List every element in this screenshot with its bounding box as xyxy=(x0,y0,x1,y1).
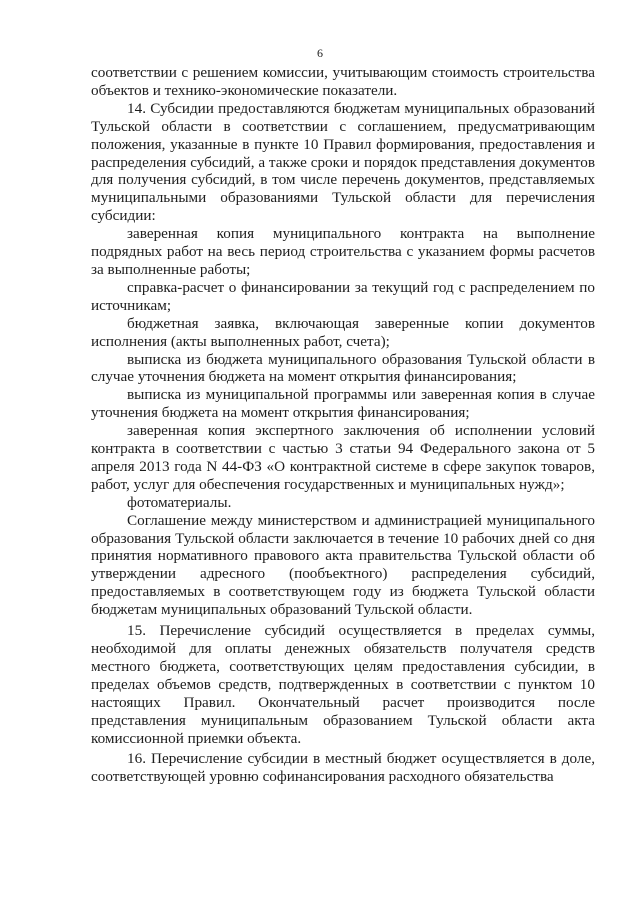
page-number: 6 xyxy=(317,46,323,60)
document-body xyxy=(91,64,595,786)
list-item-budget-request: бюджетная заявка, включающая заверенные копии документов исполнения (акты выполненных работ, счета); xyxy=(91,314,595,350)
paragraph-continuation: соответствии с решением комиссии, учитывающим стоимость строительства объектов и технико-экономические показатели. xyxy=(91,64,595,99)
paragraph-item-14: 14. Субсидии предоставляются бюджетам муниципальных образований Тульской области в соответствии с соглашением, предусматривающим положения, указанные в пункте 10 Правил формирования, предоставления и распределения субсидий, а также сроки и порядок представления документов для получения субсидий, в том числе перечень документов, представляемых муниципальными образованиями Тульской области для перечисления субсидии: xyxy=(91,99,595,225)
list-item-expert-conclusion: заверенная копия экспертного заключения об исполнении условий контракта в соответствии с частью 3 статьи 94 Федерального закона от 5 апреля 2013 года N 44-ФЗ «О контрактной системе в сфере закупок товаров, работ, услуг для обеспечения государственных и муниципальных нужд»; xyxy=(91,422,595,493)
list-item-photos: фотоматериалы. xyxy=(127,493,232,511)
paragraph-item-15: 15. Перечисление субсидий осуществляется в пределах суммы, необходимой для оплаты денежных обязательств получателя средств местного бюджета, соответствующих целям предоставления субсидии, в пределах объемов средств, подтвержденных в соответствии с пунктом 10 настоящих Правил. Окончательный расчет производится после представления муниципальным образованием Тульской области акта комиссионной приемки объекта. xyxy=(91,622,595,747)
list-item-financing-statement: справка-расчет о финансировании за текущий год с распределением по источникам; xyxy=(91,278,595,314)
list-item-budget-extract: выписка из бюджета муниципального образования Тульской области в случае уточнения бюджета на момент открытия финансирования; xyxy=(91,350,595,386)
list-item-program-extract: выписка из муниципальной программы или заверенная копия в случае уточнения бюджета на момент открытия финансирования; xyxy=(91,386,595,422)
list-item-contract-copy: заверенная копия муниципального контракта на выполнение подрядных работ на весь период строительства с указанием формы расчетов за выполненные работы; xyxy=(91,225,595,278)
paragraph-item-16: 16. Перечисление субсидии в местный бюджет осуществляется в доле, соответствующей уровню софинансирования расходного обязательства xyxy=(91,750,595,786)
paragraph-agreement: Соглашение между министерством и администрацией муниципального образования Тульской области заключается в течение 10 рабочих дней со дня принятия нормативного правового акта правительства Тульской области об утверждении адресного (пообъектного) распределения субсидий, предоставляемых в соответствующем году из бюджета Тульской области бюджетам муниципальных образований Тульской области. xyxy=(91,511,595,619)
